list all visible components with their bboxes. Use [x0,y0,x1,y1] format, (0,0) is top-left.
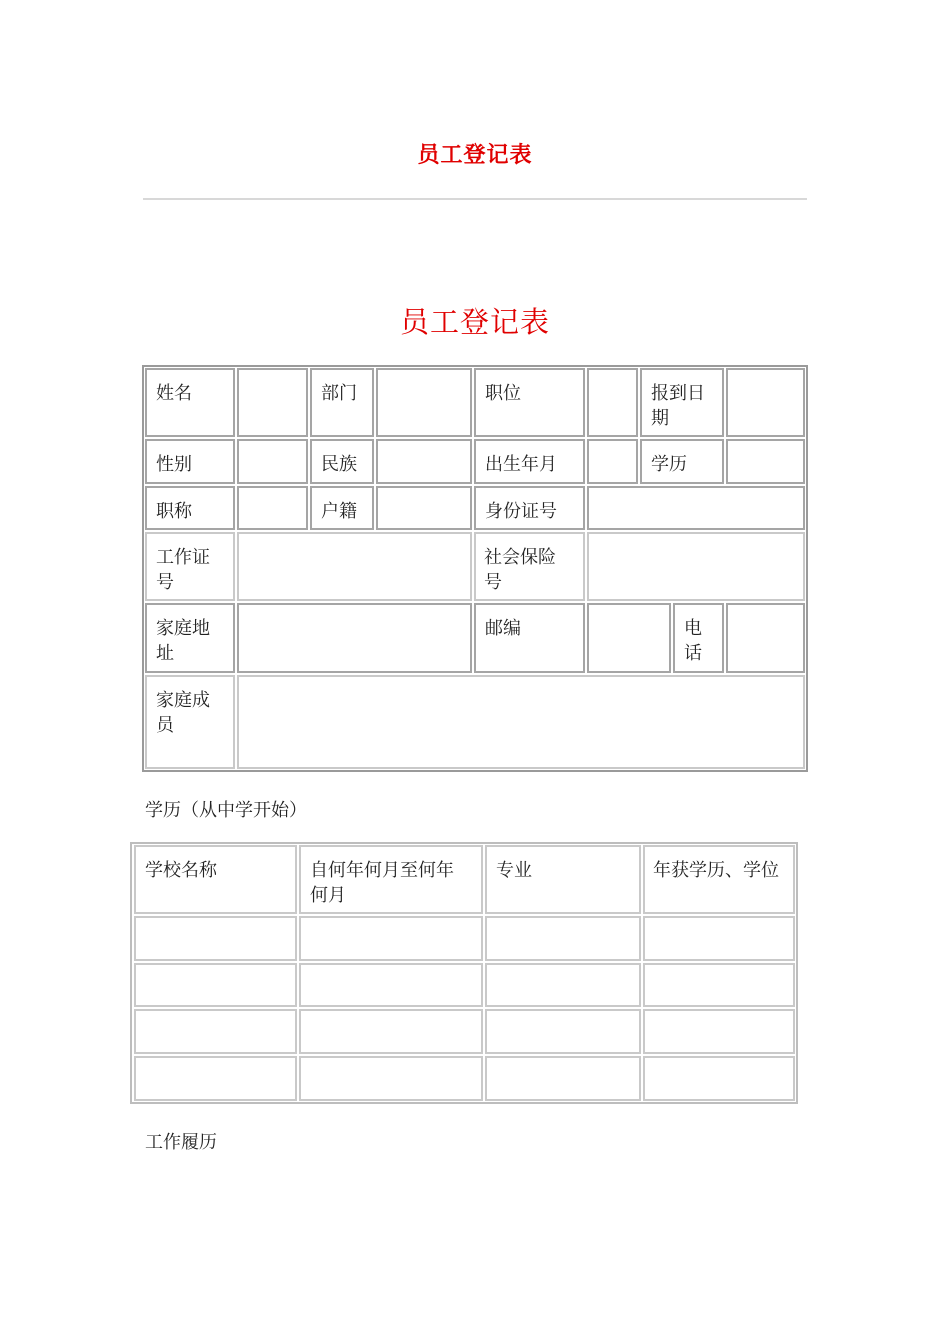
edu-header-period: 自何年何月至何年何月 [299,845,483,914]
address-field[interactable] [237,603,472,673]
id-number-label: 身份证号 [474,486,585,530]
gender-field[interactable] [237,439,308,484]
top-title: 员工登记表 [417,142,533,168]
edu-header-school: 学校名称 [134,845,297,914]
edu-cell[interactable] [643,963,795,1007]
edu-header-degree: 年获学历、学位 [643,845,795,914]
ethnicity-field[interactable] [376,439,472,484]
title-divider [143,198,807,200]
birth-label: 出生年月 [474,439,585,484]
postcode-field[interactable] [587,603,671,673]
edu-cell[interactable] [299,1056,483,1101]
name-label: 姓名 [145,368,235,437]
id-number-field[interactable] [587,486,805,530]
edu-cell[interactable] [485,1009,641,1054]
edu-cell[interactable] [643,1009,795,1054]
education-label: 学历 [640,439,724,484]
phone-label-text: 电话 [684,618,702,664]
work-id-label: 工作证号 [145,532,235,601]
position-field[interactable] [587,368,638,437]
position-label: 职位 [474,368,585,437]
postcode-label: 邮编 [474,603,585,673]
edu-cell[interactable] [485,1056,641,1101]
edu-header-major: 专业 [485,845,641,914]
birth-field[interactable] [587,439,638,484]
edu-cell[interactable] [134,1009,297,1054]
dept-label: 部门 [310,368,374,437]
phone-field[interactable] [726,603,805,673]
edu-cell[interactable] [134,1056,297,1101]
gender-label: 性别 [145,439,235,484]
edu-cell[interactable] [643,916,795,961]
page-title: 员工登记表 [399,305,550,339]
work-history-section-label: 工作履历 [145,1132,217,1153]
edu-cell[interactable] [485,963,641,1007]
edu-cell[interactable] [299,963,483,1007]
education-field[interactable] [726,439,805,484]
name-field[interactable] [237,368,308,437]
social-security-label: 社会保险号 [474,532,585,601]
ethnicity-label: 民族 [310,439,374,484]
title-label: 职称 [145,486,235,530]
address-label: 家庭地址 [145,603,235,673]
title-field[interactable] [237,486,308,530]
edu-cell[interactable] [134,963,297,1007]
work-id-field[interactable] [237,532,472,601]
edu-cell[interactable] [134,916,297,961]
education-section-label: 学历（从中学开始） [145,800,307,821]
report-date-field[interactable] [726,368,805,437]
phone-label [673,603,724,673]
edu-cell[interactable] [299,916,483,961]
family-field[interactable] [237,675,805,769]
edu-cell[interactable] [485,916,641,961]
dept-field[interactable] [376,368,472,437]
report-date-label: 报到日期 [640,368,724,437]
family-label: 家庭成员 [145,675,235,769]
edu-cell[interactable] [299,1009,483,1054]
hukou-field[interactable] [376,486,472,530]
social-security-field[interactable] [587,532,805,601]
edu-cell[interactable] [643,1056,795,1101]
hukou-label: 户籍 [310,486,374,530]
